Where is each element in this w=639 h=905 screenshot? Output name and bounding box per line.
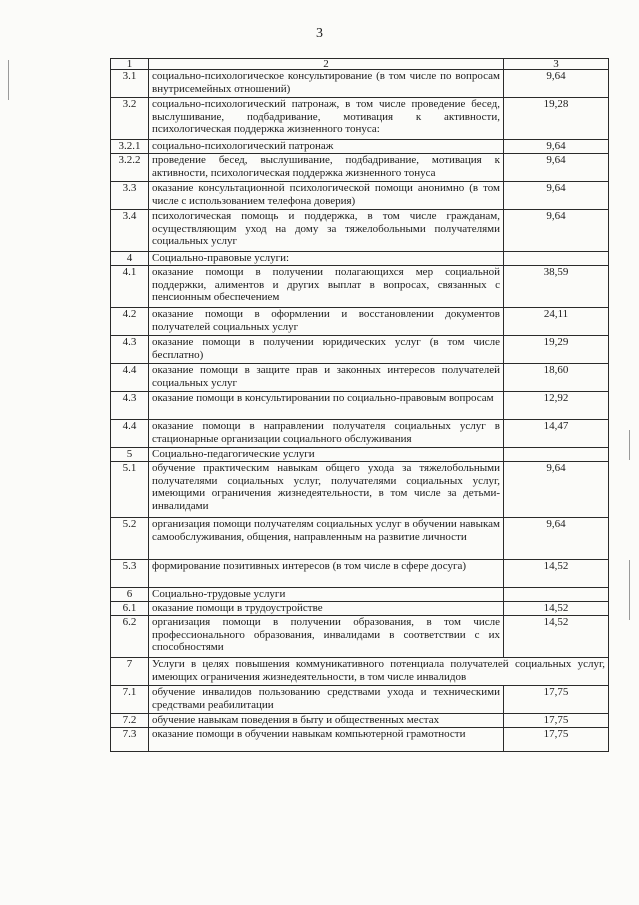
service-description: проведение бесед, выслушивание, подбадривание, мотивация к активности, психологическая поддержка жизненного тонуса: [149, 154, 504, 182]
service-description: оказание помощи в оформлении и восстановлении документов получателей социальных услуг: [149, 308, 504, 336]
tariff-value: [504, 252, 609, 266]
service-description: Услуги в целях повышения коммуникативного потенциала получателей социальных услуг, имеющих ограничения жизнедеятельности, в том числе инвалидов: [149, 658, 609, 686]
table-row: [111, 266, 609, 308]
services-table: [110, 58, 609, 752]
header-col-1: 1: [111, 59, 149, 70]
table-row: [111, 210, 609, 252]
table-row: [111, 686, 609, 714]
service-description: Социально-правовые услуги:: [149, 252, 504, 266]
tariff-value: 14,47: [504, 420, 609, 448]
tariff-value: 18,60: [504, 364, 609, 392]
scan-edge-mark: [629, 560, 630, 620]
service-description: оказание консультационной психологической помощи анонимно (в том числе с использованием телефона доверия): [149, 182, 504, 210]
header-col-2: 2: [149, 59, 504, 70]
row-number: 6.2: [111, 616, 149, 658]
row-number: 6.1: [111, 602, 149, 616]
table-row: [111, 364, 609, 392]
service-description: обучение инвалидов пользованию средствами ухода и техническими средствами реабилитации: [149, 686, 504, 714]
service-description: Социально-трудовые услуги: [149, 588, 504, 602]
row-number: 4: [111, 252, 149, 266]
tariff-value: 12,92: [504, 392, 609, 420]
service-description: организация помощи в получении образования, в том числе профессионального образования, инвалидами в соответствии с их способностями: [149, 616, 504, 658]
tariff-value: 14,52: [504, 602, 609, 616]
tariff-value: 19,28: [504, 98, 609, 140]
service-description: оказание помощи в консультировании по социально-правовым вопросам: [149, 392, 504, 420]
table-row: [111, 140, 609, 154]
service-description: оказание помощи в получении юридических услуг (в том числе бесплатно): [149, 336, 504, 364]
table-row: [111, 154, 609, 182]
table-row: [111, 420, 609, 448]
row-number: 7.2: [111, 714, 149, 728]
tariff-value: 14,52: [504, 560, 609, 588]
table-row: [111, 308, 609, 336]
tariff-value: 9,64: [504, 210, 609, 252]
service-description: оказание помощи в трудоустройстве: [149, 602, 504, 616]
row-number: 3.2.1: [111, 140, 149, 154]
scan-edge-mark: [8, 60, 9, 100]
service-description: психологическая помощь и поддержка, в том числе гражданам, осуществляющим уход на дому за тяжелобольными получателями социальных услуг: [149, 210, 504, 252]
row-number: 4.4: [111, 420, 149, 448]
row-number: 3.2.2: [111, 154, 149, 182]
tariff-value: [504, 588, 609, 602]
service-description: обучение навыкам поведения в быту и общественных местах: [149, 714, 504, 728]
scan-edge-mark: [629, 430, 630, 460]
service-description: оказание помощи в обучении навыкам компьютерной грамотности: [149, 728, 504, 752]
service-description: социально-психологический патронаж, в том числе проведение бесед, выслушивание, подбадривание, мотивация к активности, психологическая поддержка жизненного тонуса:: [149, 98, 504, 140]
table-header-row: [111, 59, 609, 70]
row-number: 5.3: [111, 560, 149, 588]
row-number: 7: [111, 658, 149, 686]
tariff-value: [504, 448, 609, 462]
row-number: 7.1: [111, 686, 149, 714]
tariff-value: 38,59: [504, 266, 609, 308]
tariff-value: 9,64: [504, 154, 609, 182]
row-number: 3.1: [111, 70, 149, 98]
service-description: оказание помощи в направлении получателя социальных услуг в стационарные организации социального обслуживания: [149, 420, 504, 448]
row-number: 5.1: [111, 462, 149, 518]
table-row: [111, 252, 609, 266]
service-description: Социально-педагогические услуги: [149, 448, 504, 462]
row-number: 4.1: [111, 266, 149, 308]
service-description: социально-психологическое консультирование (в том числе по вопросам внутрисемейных отношений): [149, 70, 504, 98]
tariff-value: 17,75: [504, 686, 609, 714]
tariff-value: 19,29: [504, 336, 609, 364]
tariff-value: 14,52: [504, 616, 609, 658]
row-number: 5.2: [111, 518, 149, 560]
table-row: [111, 98, 609, 140]
table-row: [111, 728, 609, 752]
service-description: оказание помощи в получении полагающихся мер социальной поддержки, алиментов и других выплат в вопросах, связанных с пенсионным обеспечением: [149, 266, 504, 308]
row-number: 3.3: [111, 182, 149, 210]
row-number: 4.3: [111, 392, 149, 420]
header-col-3: 3: [504, 59, 609, 70]
service-description: обучение практическим навыкам общего ухода за тяжелобольными получателями социальных услуг, получателями социальных услуг, имеющими ограничения жизнедеятельности, в том числе за детьми-инвалидами: [149, 462, 504, 518]
row-number: 4.3: [111, 336, 149, 364]
row-number: 6: [111, 588, 149, 602]
row-number: 4.4: [111, 364, 149, 392]
tariff-value: 9,64: [504, 462, 609, 518]
row-number: 5: [111, 448, 149, 462]
table-row: [111, 658, 609, 686]
table-row: [111, 182, 609, 210]
table-row: [111, 392, 609, 420]
row-number: 3.2: [111, 98, 149, 140]
table-row: [111, 448, 609, 462]
tariff-value: 24,11: [504, 308, 609, 336]
table-row: [111, 70, 609, 98]
table-row: [111, 616, 609, 658]
service-description: формирование позитивных интересов (в том числе в сфере досуга): [149, 560, 504, 588]
table-row: [111, 462, 609, 518]
table-row: [111, 714, 609, 728]
table-row: [111, 560, 609, 588]
tariff-value: 9,64: [504, 518, 609, 560]
service-description: оказание помощи в защите прав и законных интересов получателей социальных услуг: [149, 364, 504, 392]
service-description: организация помощи получателям социальных услуг в обучении навыкам самообслуживания, общения, направленным на развитие личности: [149, 518, 504, 560]
row-number: 7.3: [111, 728, 149, 752]
page-number: 3: [316, 26, 323, 41]
table-row: [111, 588, 609, 602]
tariff-value: 17,75: [504, 714, 609, 728]
table-row: [111, 518, 609, 560]
table-row: [111, 336, 609, 364]
tariff-value: 9,64: [504, 140, 609, 154]
tariff-value: 9,64: [504, 182, 609, 210]
row-number: 4.2: [111, 308, 149, 336]
table-row: [111, 602, 609, 616]
row-number: 3.4: [111, 210, 149, 252]
tariff-value: 17,75: [504, 728, 609, 752]
service-description: социально-психологический патронаж: [149, 140, 504, 154]
tariff-value: 9,64: [504, 70, 609, 98]
